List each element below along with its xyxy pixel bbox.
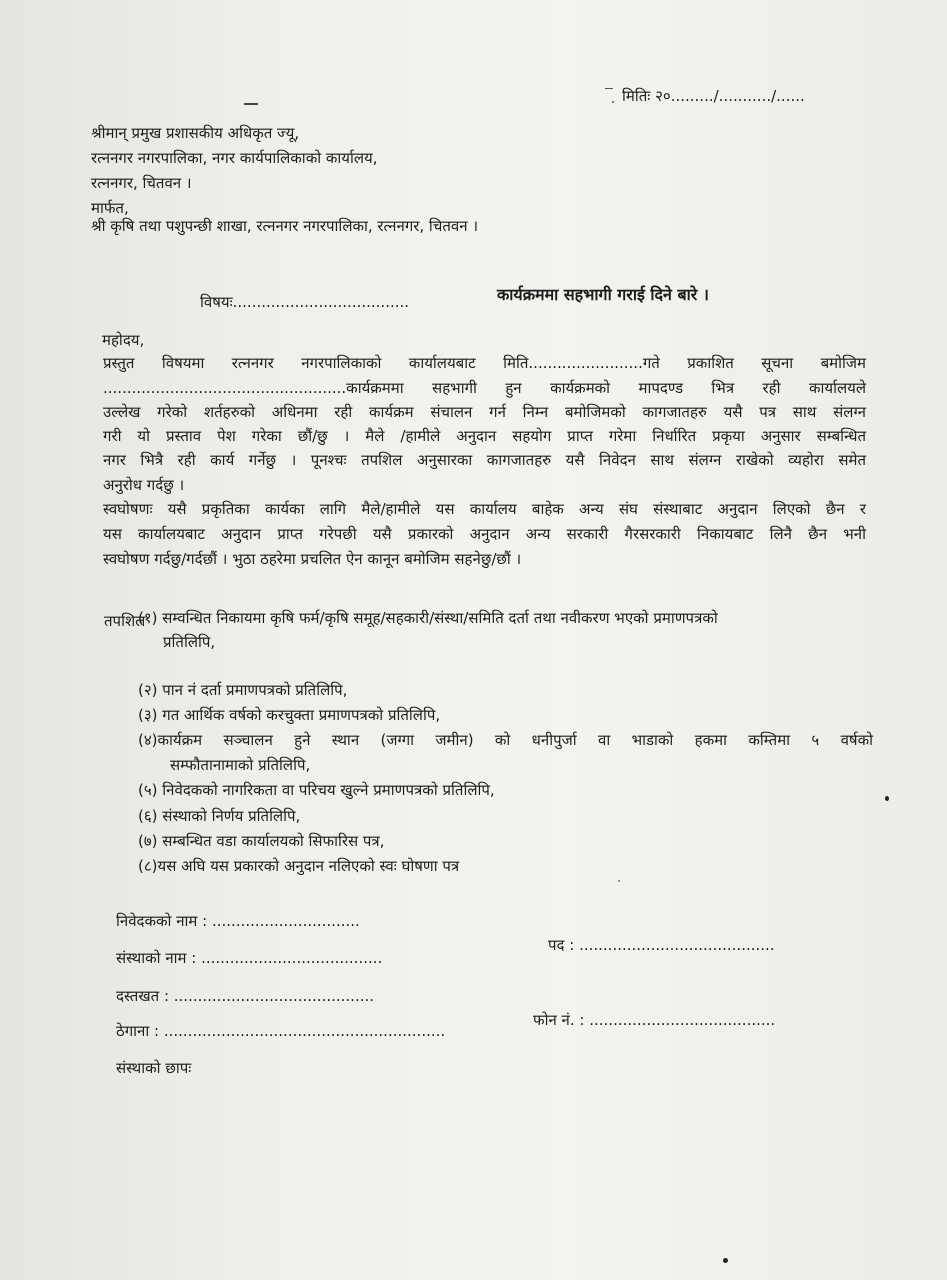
tapasil-item: (७) सम्बन्धित वडा कार्यालयको सिफारिस पत्र, [138, 832, 385, 850]
applicant-name-field[interactable]: निवेदकको नाम : ............................... [116, 912, 360, 930]
addressee-line-4: मार्फत, [91, 199, 129, 217]
scan-speck [723, 1258, 728, 1263]
scan-speck [885, 796, 889, 801]
mark-dash [605, 88, 613, 89]
body-line-4: गरी यो प्रस्ताव पेश गरेका छौं/छु । मैले /हामीले अनुदान सहयोग प्राप्त गरेमा निर्धारित प्रकृया अनुसार सम्बन्धित [103, 427, 866, 445]
body-line-6: अनुरोध गर्दछु । [103, 476, 185, 494]
address-field[interactable]: ठेगाना : ........................................................... [116, 1022, 446, 1040]
body-line-8: यस कार्यालयबाट अनुदान प्राप्त गरेपछी यसै प्रकारको अनुदान अन्य सरकारी गैरसरकारी निकायबाट लिनै छैन भनी [103, 525, 866, 543]
tapasil-item: (६) संस्थाको निर्णय प्रतिलिपि, [138, 807, 301, 825]
addressee-line-2: रत्ननगर नगरपालिका, नगर कार्यपालिकाको कार्यालय, [91, 149, 378, 167]
org-name-field[interactable]: संस्थाको नाम : ...................................... [116, 949, 383, 967]
salutation: महोदय, [102, 331, 145, 349]
subject-text: कार्यक्रममा सहभागी गराई दिने बारे । [497, 285, 709, 304]
addressee-line-5: श्री कृषि तथा पशुपन्छी शाखा, रत्ननगर नगरपालिका, रत्ननगर, चितवन । [91, 217, 479, 235]
subject-label: विषयः..................................... [200, 293, 410, 311]
tapasil-item: (८)यस अघि यस प्रकारको अनुदान नलिएको स्वः घोषणा पत्र [138, 857, 460, 875]
body-line-2: ...................................................कार्यक्रममा सहभागी हुन कार्यक्रमको मापदण्ड भित्र रही कार्यालयले [103, 379, 866, 397]
signature-field[interactable]: दस्तखत : .......................................... [116, 987, 375, 1005]
stamp-label: संस्थाको छापः [116, 1059, 192, 1077]
mark-dash [244, 103, 258, 105]
body-line-1: प्रस्तुत विषयमा रत्ननगर नगरपालिकाको कार्यालयबाट मिति........................गते प्रकाशित सूचना बमोजिम [103, 354, 866, 372]
post-field[interactable]: पद : ......................................... [548, 936, 775, 954]
body-line-5: नगर भित्रै रही कार्य गर्नेछु । पूनश्चः तपशिल अनुसारका कागजातहरु यसै निवेदन साथ संलग्न राखेको व्यहोरा समेत [103, 451, 866, 469]
tapasil-item: (२) पान नं दर्ता प्रमाणपत्रको प्रतिलिपि, [138, 681, 348, 699]
phone-field[interactable]: फोन नं. : ....................................... [533, 1011, 776, 1029]
tapasil-item: (४)कार्यक्रम सञ्चालन हुने स्थान (जग्गा जमीन) को धनीपुर्जा वा भाडाको हकमा कम्तिमा ५ वर्षको [138, 731, 873, 749]
tapasil-item: (३) गत आर्थिक वर्षको करचुक्ता प्रमाणपत्रको प्रतिलिपि, [138, 706, 441, 724]
addressee-line-1: श्रीमान् प्रमुख प्रशासकीय अधिकृत ज्यू, [91, 124, 300, 142]
scan-speck [618, 880, 620, 882]
tapasil-item: (५) निवेदकको नागरिकता वा परिचय खुल्ने प्रमाणपत्रको प्रतिलिपि, [138, 781, 495, 799]
tapasil-item: सम्फौतानामाको प्रतिलिपि, [170, 756, 311, 774]
body-line-9: स्वघोषण गर्दछु/गर्दछौं । भुठा ठहरेमा प्रचलित ऐन कानून बमोजिम सहनेछु/छौं । [103, 550, 522, 568]
tapasil-item: (१) सम्वन्धित निकायमा कृषि फर्म/कृषि समूह/सहकारी/संस्था/समिति दर्ता तथा नवीकरण भएको प्रमाणपत्रको [138, 609, 718, 627]
addressee-line-3: रत्ननगर, चितवन । [91, 174, 192, 192]
body-line-7: स्वघोषणः यसै प्रकृतिका कार्यका लागि मैले/हामीले यस कार्यालय बाहेक अन्य संघ संस्थाबाट अनुदान लिएको छैन र [103, 500, 866, 518]
body-line-3: उल्लेख गरेको शर्तहरुको अधिनमा रही कार्यक्रम संचालन गर्न निम्न बमोजिमको कागजातहरु यसै पत्र साथ संलग्न [103, 403, 866, 421]
tapasil-heading: तपशिल [104, 612, 146, 630]
date-line: मितिः २०........./.........../...... [622, 87, 805, 105]
tapasil-item: प्रतिलिपि, [163, 633, 216, 651]
scan-speck [612, 101, 614, 103]
